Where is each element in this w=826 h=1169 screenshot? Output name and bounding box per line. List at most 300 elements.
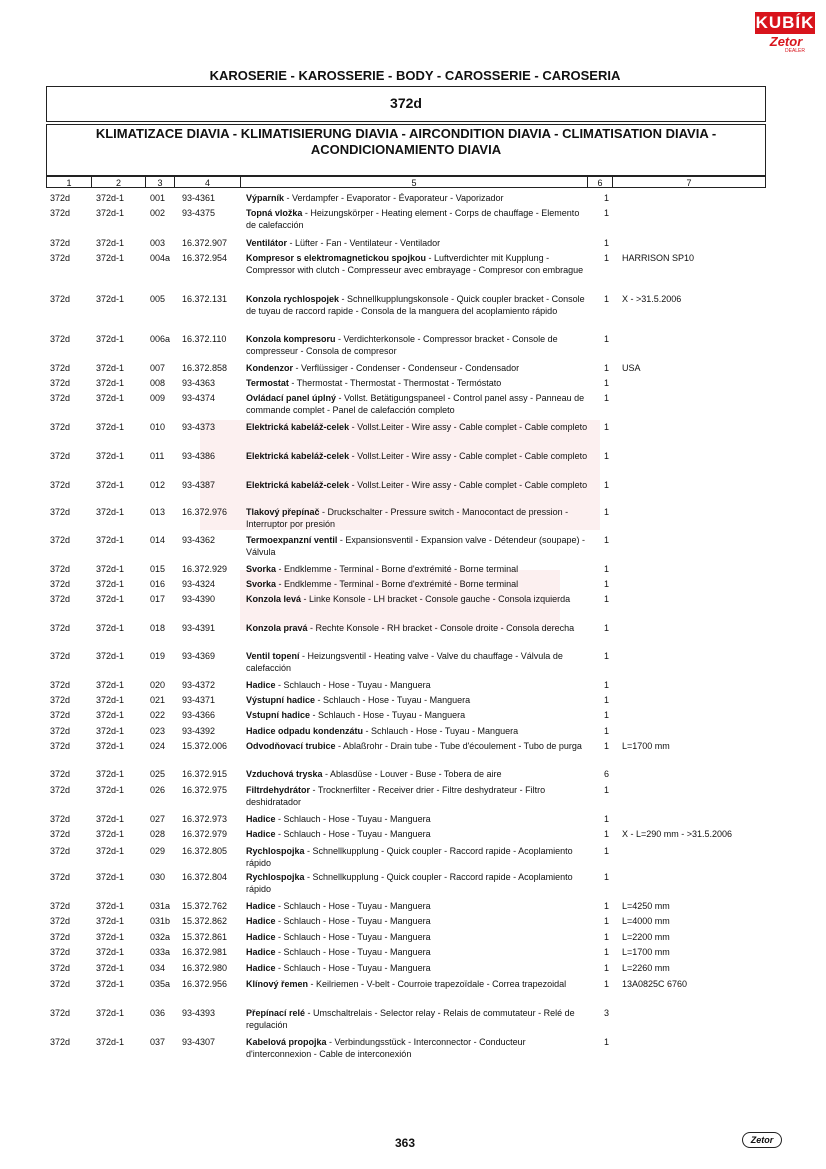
group-cell: 372d	[50, 963, 71, 973]
page-number: 363	[395, 1136, 416, 1150]
description-cell	[246, 709, 591, 721]
part-number-cell: 15.372.862	[182, 916, 228, 926]
quantity-cell: 6	[604, 769, 610, 779]
czech-name: Ovládací panel úplný	[246, 393, 337, 403]
description-cell	[246, 506, 591, 530]
figure-cell: 372d-1	[96, 979, 125, 989]
part-number-cell: 16.372.980	[182, 963, 228, 973]
position-cell: 002	[150, 208, 166, 218]
part-number-cell: 16.372.805	[182, 846, 228, 856]
translations: - Verdampfer - Evaporator - Évaporateur - Vaporizador	[284, 193, 504, 203]
group-cell: 372d	[50, 564, 71, 574]
note-cell: X - L=290 mm - >31.5.2006	[622, 829, 733, 839]
translations: - Ablaßrohr - Drain tube - Tube d'écoulement - Tubo de purga	[335, 741, 582, 751]
figure-cell: 372d-1	[96, 422, 125, 432]
quantity-cell: 1	[604, 947, 610, 957]
quantity-cell: 1	[604, 451, 610, 461]
description-cell	[246, 450, 591, 462]
figure-cell: 372d-1	[96, 680, 125, 690]
description-cell	[246, 421, 591, 433]
group-cell: 372d	[50, 193, 71, 203]
figure-cell: 372d-1	[96, 253, 125, 263]
position-cell: 003	[150, 238, 166, 248]
group-cell: 372d	[50, 769, 71, 779]
description-cell	[246, 828, 591, 840]
czech-name: Hadice odpadu kondenzátu	[246, 726, 364, 736]
czech-name: Hadice	[246, 814, 276, 824]
part-number-cell: 16.372.858	[182, 363, 228, 373]
part-number-cell: 16.372.975	[182, 785, 228, 795]
figure-cell: 372d-1	[96, 480, 125, 490]
part-number-cell: 93-4369	[182, 651, 216, 661]
col-2: 2	[91, 176, 145, 188]
translations: - Linke Konsole - LH bracket - Console gauche - Consola izquierda	[301, 594, 571, 604]
translations: - Schlauch - Hose - Tuyau - Manguera	[275, 916, 431, 926]
translations: - Lüfter - Fan - Ventilateur - Ventilador	[287, 238, 441, 248]
position-cell: 014	[150, 535, 166, 545]
quantity-cell: 1	[604, 393, 610, 403]
description-cell	[246, 534, 591, 558]
group-cell: 372d	[50, 1008, 71, 1018]
position-cell: 007	[150, 363, 166, 373]
position-cell: 031a	[150, 901, 171, 911]
translations: - Schlauch - Hose - Tuyau - Manguera	[363, 726, 519, 736]
note-cell: L=4250 mm	[622, 901, 670, 911]
position-cell: 015	[150, 564, 166, 574]
note-cell: USA	[622, 363, 641, 373]
position-cell: 001	[150, 193, 166, 203]
part-number-cell: 16.372.907	[182, 238, 228, 248]
quantity-cell: 1	[604, 579, 610, 589]
quantity-cell: 1	[604, 726, 610, 736]
translations: - Vollst. Betätigungspaneel - Control panel assy - Panneau de commande complet - Panel de calefacción completo	[246, 393, 585, 415]
part-number-cell: 93-4373	[182, 422, 216, 432]
figure-cell: 372d-1	[96, 393, 125, 403]
czech-name: Kabelová propojka	[246, 1037, 327, 1047]
description-cell	[246, 593, 591, 605]
description-cell	[246, 622, 591, 634]
group-cell: 372d	[50, 814, 71, 824]
translations: - Heizungsventil - Heating valve - Valve du chauffage - Válvula de calefacción	[246, 651, 563, 673]
czech-name: Výparník	[246, 193, 285, 203]
czech-name: Konzola pravá	[246, 623, 308, 633]
czech-name: Topná vložka	[246, 208, 303, 218]
part-number-cell: 93-4392	[182, 726, 216, 736]
description-cell	[246, 1036, 591, 1060]
group-cell: 372d	[50, 932, 71, 942]
position-cell: 019	[150, 651, 166, 661]
position-cell: 016	[150, 579, 166, 589]
figure-cell: 372d-1	[96, 901, 125, 911]
group-cell: 372d	[50, 393, 71, 403]
quantity-cell: 1	[604, 741, 610, 751]
translations: - Schlauch - Hose - Tuyau - Manguera	[275, 947, 431, 957]
part-number-cell: 93-4390	[182, 594, 216, 604]
czech-name: Odvodňovací trubice	[246, 741, 336, 751]
position-cell: 017	[150, 594, 166, 604]
group-cell: 372d	[50, 710, 71, 720]
quantity-cell: 1	[604, 901, 610, 911]
figure-cell: 372d-1	[96, 726, 125, 736]
figure-cell: 372d-1	[96, 363, 125, 373]
figure-cell: 372d-1	[96, 814, 125, 824]
figure-cell: 372d-1	[96, 451, 125, 461]
quantity-cell: 1	[604, 680, 610, 690]
figure-cell: 372d-1	[96, 872, 125, 882]
czech-name: Svorka	[246, 579, 277, 589]
position-cell: 022	[150, 710, 166, 720]
position-cell: 011	[150, 451, 165, 461]
group-cell: 372d	[50, 378, 71, 388]
note-cell: L=2260 mm	[622, 963, 670, 973]
czech-name: Klínový řemen	[246, 979, 309, 989]
description-cell	[246, 650, 591, 674]
translations: - Vollst.Leiter - Wire assy - Cable complet - Cable completo	[349, 451, 588, 461]
czech-name: Hadice	[246, 901, 276, 911]
position-cell: 013	[150, 507, 166, 517]
czech-name: Konzola rychlospojek	[246, 294, 340, 304]
translations: - Schlauch - Hose - Tuyau - Manguera	[275, 932, 431, 942]
part-number-cell: 15.372.006	[182, 741, 228, 751]
part-number-cell: 93-4391	[182, 623, 216, 633]
description-cell	[246, 252, 591, 276]
translations: - Schnellkupplungskonsole - Quick coupler bracket - Console de tuyau de raccord rapide - Consola de la manguera del acoplamiento rápido	[246, 294, 585, 316]
description-cell	[246, 946, 591, 958]
description-cell	[246, 293, 591, 317]
group-cell: 372d	[50, 253, 71, 263]
group-cell: 372d	[50, 480, 71, 490]
note-cell: L=2200 mm	[622, 932, 670, 942]
position-cell: 023	[150, 726, 166, 736]
czech-name: Filtrdehydrátor	[246, 785, 311, 795]
position-cell: 006a	[150, 334, 171, 344]
part-number-cell: 16.372.929	[182, 564, 228, 574]
group-cell: 372d	[50, 294, 71, 304]
group-cell: 372d	[50, 579, 71, 589]
figure-cell: 372d-1	[96, 829, 125, 839]
figure-cell: 372d-1	[96, 1008, 125, 1018]
position-cell: 034	[150, 963, 166, 973]
position-cell: 025	[150, 769, 166, 779]
translations: - Keilriemen - V-belt - Courroie trapezoïdale - Correa trapezoidal	[308, 979, 567, 989]
czech-name: Vstupní hadice	[246, 710, 311, 720]
logo-sub: DEALER	[785, 48, 806, 54]
figure-cell: 372d-1	[96, 785, 125, 795]
quantity-cell: 1	[604, 253, 610, 263]
czech-name: Termostat	[246, 378, 289, 388]
part-number-cell: 15.372.861	[182, 932, 228, 942]
figure-cell: 372d-1	[96, 846, 125, 856]
group-cell: 372d	[50, 363, 71, 373]
part-number-cell: 93-4386	[182, 451, 216, 461]
group-cell: 372d	[50, 535, 71, 545]
figure-cell: 372d-1	[96, 1037, 125, 1047]
translations: - Schlauch - Hose - Tuyau - Manguera	[275, 829, 431, 839]
czech-name: Hadice	[246, 947, 276, 957]
translations: - Verbindungsstück - Interconnector - Conducteur d'interconnexion - Cable de interconexión	[246, 1037, 526, 1059]
figure-cell: 372d-1	[96, 334, 125, 344]
figure-cell: 372d-1	[96, 238, 125, 248]
translations: - Verdichterkonsole - Compressor bracket - Console de compresseur - Consola de compresor	[246, 334, 558, 356]
group-cell: 372d	[50, 901, 71, 911]
position-cell: 029	[150, 846, 166, 856]
description-cell	[246, 1007, 591, 1031]
logo-brand: KUBÍK	[755, 13, 815, 32]
czech-name: Kondenzor	[246, 363, 293, 373]
group-code: 372d	[390, 95, 422, 111]
group-cell: 372d	[50, 507, 71, 517]
part-number-cell: 16.372.973	[182, 814, 228, 824]
description-cell	[246, 813, 591, 825]
quantity-cell: 1	[604, 422, 610, 432]
figure-cell: 372d-1	[96, 623, 125, 633]
czech-name: Kompresor s elektromagnetickou spojkou	[246, 253, 427, 263]
part-number-cell: 93-4307	[182, 1037, 216, 1047]
group-cell: 372d	[50, 846, 71, 856]
quantity-cell: 1	[604, 238, 610, 248]
part-number-cell: 16.372.954	[182, 253, 228, 263]
section-title: KAROSERIE - KAROSSERIE - BODY - CAROSSERIE - CAROSERIA	[209, 68, 621, 83]
czech-name: Hadice	[246, 932, 276, 942]
group-cell: 372d	[50, 594, 71, 604]
czech-name: Rychlospojka	[246, 846, 305, 856]
description-cell	[246, 768, 591, 780]
czech-name: Konzola levá	[246, 594, 302, 604]
czech-name: Elektrická kabeláž-celek	[246, 451, 350, 461]
description-cell	[246, 679, 591, 691]
czech-name: Výstupní hadice	[246, 695, 316, 705]
translations: - Expansionsventil - Expansion valve - Détendeur (soupape) - Válvula	[246, 535, 585, 557]
part-number-cell: 93-4324	[182, 579, 216, 589]
czech-name: Hadice	[246, 963, 276, 973]
figure-cell: 372d-1	[96, 932, 125, 942]
description-cell	[246, 845, 591, 869]
description-cell	[246, 333, 591, 357]
part-number-cell: 16.372.979	[182, 829, 228, 839]
translations: - Umschaltrelais - Selector relay - Relais de commutateur - Relé de regulación	[246, 1008, 575, 1030]
part-number-cell: 93-4366	[182, 710, 216, 720]
description-cell	[246, 237, 591, 249]
czech-name: Termoexpanzní ventil	[246, 535, 338, 545]
figure-cell: 372d-1	[96, 594, 125, 604]
col-7: 7	[612, 176, 766, 188]
group-cell: 372d	[50, 785, 71, 795]
group-cell: 372d	[50, 741, 71, 751]
part-number-cell: 16.372.976	[182, 507, 228, 517]
czech-name: Ventil topení	[246, 651, 300, 661]
subtitle-box	[46, 124, 766, 176]
czech-name: Elektrická kabeláž-celek	[246, 480, 350, 490]
quantity-cell: 1	[604, 193, 610, 203]
note-cell: L=1700 mm	[622, 947, 670, 957]
part-number-cell: 93-4375	[182, 208, 216, 218]
position-cell: 010	[150, 422, 166, 432]
description-cell	[246, 900, 591, 912]
translations: - Schlauch - Hose - Tuyau - Manguera	[275, 680, 431, 690]
part-number-cell: 93-4374	[182, 393, 216, 403]
figure-cell: 372d-1	[96, 564, 125, 574]
note-cell: HARRISON SP10	[622, 253, 695, 263]
translations: - Verflüssiger - Condenser - Condenseur - Condensador	[293, 363, 520, 373]
part-number-cell: 93-4393	[182, 1008, 216, 1018]
position-cell: 026	[150, 785, 166, 795]
col-4: 4	[174, 176, 240, 188]
group-cell: 372d	[50, 979, 71, 989]
logo-make: Zetor	[769, 34, 803, 49]
group-cell: 372d	[50, 695, 71, 705]
position-cell: 018	[150, 623, 166, 633]
description-cell	[246, 362, 591, 374]
position-cell: 012	[150, 480, 166, 490]
col-6: 6	[587, 176, 612, 188]
quantity-cell: 1	[604, 378, 610, 388]
czech-name: Vzduchová tryska	[246, 769, 323, 779]
czech-name: Tlakový přepínač	[246, 507, 320, 517]
position-cell: 033a	[150, 947, 171, 957]
czech-name: Rychlospojka	[246, 872, 305, 882]
quantity-cell: 1	[604, 872, 610, 882]
czech-name: Elektrická kabeláž-celek	[246, 422, 350, 432]
quantity-cell: 1	[604, 846, 610, 856]
part-number-cell: 93-4371	[182, 695, 216, 705]
position-cell: 009	[150, 393, 166, 403]
group-cell: 372d	[50, 680, 71, 690]
position-cell: 027	[150, 814, 166, 824]
group-cell: 372d	[50, 829, 71, 839]
czech-name: Ventilátor	[246, 238, 288, 248]
figure-cell: 372d-1	[96, 695, 125, 705]
col-3: 3	[145, 176, 174, 188]
quantity-cell: 1	[604, 916, 610, 926]
part-number-cell: 16.372.110	[182, 334, 227, 344]
translations: - Rechte Konsole - RH bracket - Console droite - Consola derecha	[307, 623, 575, 633]
description-cell	[246, 725, 591, 737]
quantity-cell: 1	[604, 334, 610, 344]
quantity-cell: 1	[604, 564, 610, 574]
translations: - Schnellkupplung - Quick coupler - Raccord rapide - Acoplamiento rápido	[246, 846, 573, 868]
position-cell: 020	[150, 680, 166, 690]
part-number-cell: 16.372.956	[182, 979, 228, 989]
quantity-cell: 1	[604, 695, 610, 705]
quantity-cell: 1	[604, 979, 610, 989]
quantity-cell: 1	[604, 785, 610, 795]
part-number-cell: 16.372.981	[182, 947, 228, 957]
description-cell	[246, 694, 591, 706]
group-box	[46, 86, 766, 122]
translations: - Schlauch - Hose - Tuyau - Manguera	[275, 814, 431, 824]
position-cell: 032a	[150, 932, 171, 942]
quantity-cell: 1	[604, 208, 610, 218]
quantity-cell: 3	[604, 1008, 610, 1018]
group-cell: 372d	[50, 208, 71, 218]
quantity-cell: 1	[604, 594, 610, 604]
part-number-cell: 93-4372	[182, 680, 216, 690]
column-header	[46, 176, 786, 188]
figure-cell: 372d-1	[96, 947, 125, 957]
position-cell: 028	[150, 829, 166, 839]
czech-name: Hadice	[246, 829, 276, 839]
position-cell: 021	[150, 695, 166, 705]
part-number-cell: 93-4362	[182, 535, 216, 545]
group-cell: 372d	[50, 916, 71, 926]
part-number-cell: 15.372.762	[182, 901, 228, 911]
part-number-cell: 93-4363	[182, 378, 216, 388]
note-cell: X - >31.5.2006	[622, 294, 682, 304]
position-cell: 036	[150, 1008, 166, 1018]
group-cell: 372d	[50, 1037, 71, 1047]
description-cell	[246, 978, 591, 990]
part-number-cell: 93-4361	[182, 193, 216, 203]
subtitle-line-1: KLIMATIZACE DIAVIA - KLIMATISIERUNG DIAVIA - AIRCONDITION DIAVIA - CLIMATISATION DIAVIA -	[95, 126, 717, 141]
zetor-footer-logo: Zetor	[742, 1132, 782, 1148]
figure-cell: 372d-1	[96, 741, 125, 751]
part-number-cell: 93-4387	[182, 480, 216, 490]
col-1: 1	[46, 176, 91, 188]
translations: - Vollst.Leiter - Wire assy - Cable complet - Cable completo	[349, 422, 588, 432]
quantity-cell: 1	[604, 1037, 610, 1047]
figure-cell: 372d-1	[96, 378, 125, 388]
description-cell	[246, 740, 591, 752]
position-cell: 035a	[150, 979, 171, 989]
group-cell: 372d	[50, 872, 71, 882]
translations: - Endklemme - Terminal - Borne d'extrémité - Borne terminal	[276, 564, 519, 574]
subtitle-line-2: ACONDICIONAMIENTO DIAVIA	[310, 142, 502, 157]
description-cell	[246, 915, 591, 927]
group-cell: 372d	[50, 334, 71, 344]
quantity-cell: 1	[604, 623, 610, 633]
group-cell: 372d	[50, 947, 71, 957]
quantity-cell: 1	[604, 535, 610, 545]
figure-cell: 372d-1	[96, 208, 125, 218]
quantity-cell: 1	[604, 932, 610, 942]
figure-cell: 372d-1	[96, 651, 125, 661]
description-cell	[246, 784, 591, 808]
position-cell: 030	[150, 872, 166, 882]
position-cell: 031b	[150, 916, 171, 926]
part-number-cell: 16.372.915	[182, 769, 228, 779]
position-cell: 037	[150, 1037, 166, 1047]
note-cell: 13A0825C 6760	[622, 979, 688, 989]
position-cell: 005	[150, 294, 166, 304]
col-5: 5	[240, 176, 587, 188]
quantity-cell: 1	[604, 814, 610, 824]
translations: - Schlauch - Hose - Tuyau - Manguera	[315, 695, 471, 705]
figure-cell: 372d-1	[96, 769, 125, 779]
czech-name: Přepínací relé	[246, 1008, 306, 1018]
group-cell: 372d	[50, 451, 71, 461]
quantity-cell: 1	[604, 651, 610, 661]
czech-name: Konzola kompresoru	[246, 334, 336, 344]
translations: - Thermostat - Thermostat - Thermostat - Termóstato	[288, 378, 502, 388]
description-cell	[246, 377, 591, 389]
description-cell	[246, 578, 591, 590]
translations: - Schnellkupplung - Quick coupler - Raccord rapide - Acoplamiento rápido	[246, 872, 573, 894]
group-cell: 372d	[50, 422, 71, 432]
description-cell	[246, 871, 591, 895]
figure-cell: 372d-1	[96, 916, 125, 926]
figure-cell: 372d-1	[96, 294, 125, 304]
quantity-cell: 1	[604, 829, 610, 839]
group-cell: 372d	[50, 623, 71, 633]
czech-name: Svorka	[246, 564, 277, 574]
czech-name: Hadice	[246, 916, 276, 926]
description-cell	[246, 392, 591, 416]
group-cell: 372d	[50, 651, 71, 661]
quantity-cell: 1	[604, 963, 610, 973]
translations: - Luftverdichter mit Kupplung - Compressor with clutch - Compresseur avec embrayage - Compresor con embrague	[246, 253, 584, 275]
translations: - Trocknerfilter - Receiver drier - Filtre deshydrateur - Filtro deshidratador	[246, 785, 546, 807]
figure-cell: 372d-1	[96, 507, 125, 517]
